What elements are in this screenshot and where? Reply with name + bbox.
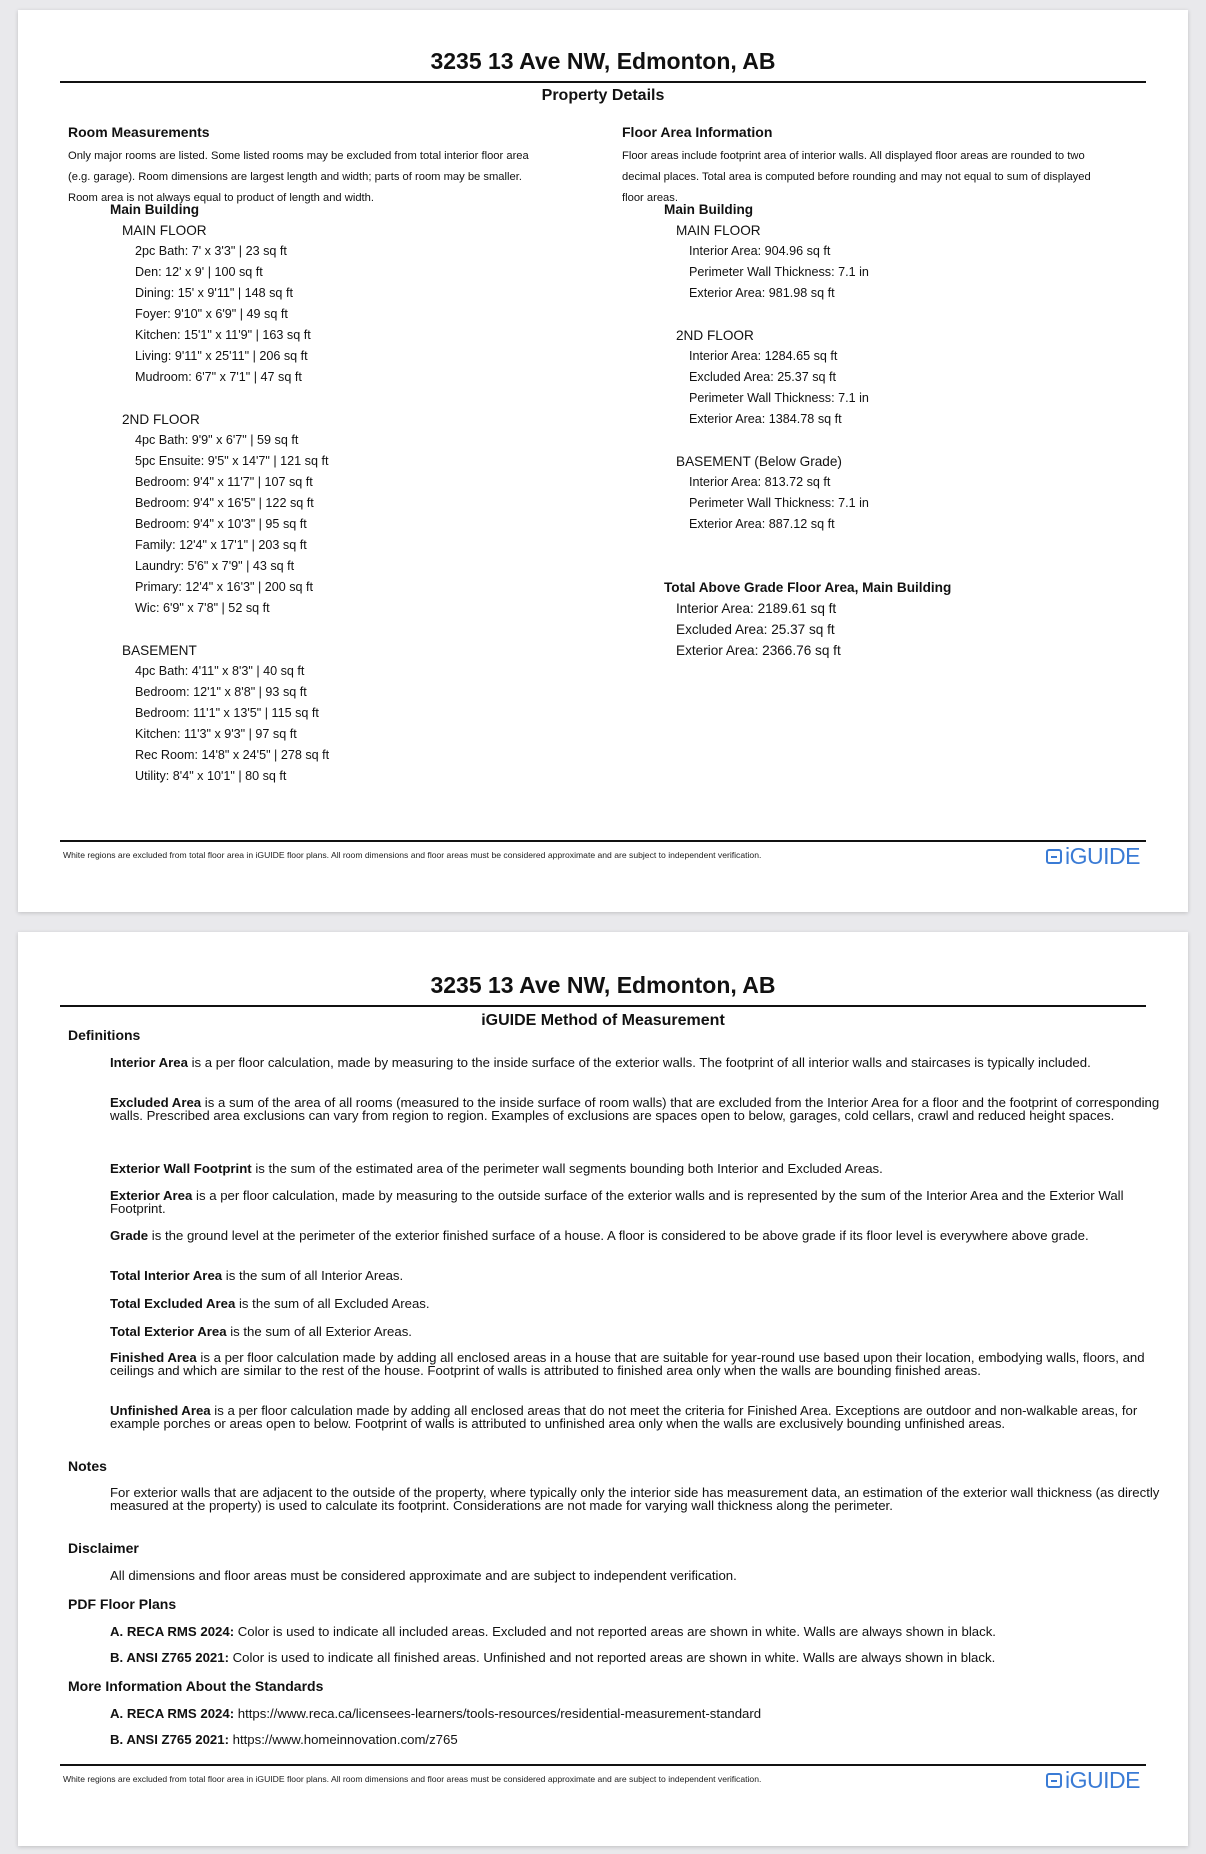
- room-measurements-section: [68, 124, 598, 209]
- definition-total-exterior-area: Total Exterior Area is the sum of all Exterior Areas.: [110, 1324, 412, 1339]
- definition-grade: Grade is the ground level at the perimeter of the exterior finished surface of a house. A floor is considered to be above grade if its floor level is everywhere above grade.: [110, 1228, 1089, 1243]
- iguide-logo-icon: [1046, 849, 1062, 864]
- note-line: Only major rooms are listed. Some listed rooms may be excluded from total interior floor area: [68, 150, 529, 162]
- room-item: Bedroom: 9'4" x 10'3" | 95 sq ft: [135, 517, 307, 531]
- pdf-item-ansi: B. ANSI Z765 2021: Color is used to indicate all finished areas. Unfinished and not reported areas are shown in white. Walls are always shown in black.: [110, 1650, 996, 1665]
- room-item: Bedroom: 11'1" x 13'5" | 115 sq ft: [135, 706, 319, 720]
- floor-area-section: [622, 124, 1182, 209]
- total-area-item: Excluded Area: 25.37 sq ft: [676, 622, 835, 637]
- room-item: Wic: 6'9" x 7'8" | 52 sq ft: [135, 601, 270, 615]
- area-item: Interior Area: 813.72 sq ft: [689, 475, 831, 489]
- definition-total-interior-area: Total Interior Area is the sum of all Interior Areas.: [110, 1268, 404, 1283]
- building-label: Main Building: [110, 202, 200, 217]
- room-measurements-heading: Room Measurements: [68, 124, 210, 140]
- footer-rule: [60, 840, 1146, 842]
- room-item: Utility: 8'4" x 10'1" | 80 sq ft: [135, 769, 287, 783]
- room-item: Dining: 15' x 9'11" | 148 sq ft: [135, 286, 293, 300]
- pdf-item-reca: A. RECA RMS 2024: Color is used to indicate all included areas. Excluded and not reported areas are shown in white. Walls are always shown in black.: [110, 1624, 996, 1639]
- area-item: Interior Area: 904.96 sq ft: [689, 244, 831, 258]
- area-item: Exterior Area: 887.12 sq ft: [689, 517, 835, 531]
- room-item: Laundry: 5'6" x 7'9" | 43 sq ft: [135, 559, 295, 573]
- area-item: Perimeter Wall Thickness: 7.1 in: [689, 265, 869, 279]
- definition-excluded-area: Excluded Area is a sum of the area of all rooms (measured to the inside surface of room walls) that are excluded from the Interior Area for a floor and the footprint of corresponding walls. Prescribed area exclusions can vary from region to region. Examples of exclusions are spaces open to below, garages, cold cellars, crawl and reduced height spaces.: [110, 1095, 1160, 1123]
- iguide-logo: [1046, 843, 1140, 870]
- spacer: [110, 619, 329, 640]
- definition-total-excluded-area: Total Excluded Area is the sum of all Excluded Areas.: [110, 1296, 430, 1311]
- note-line: Floor areas include footprint area of interior walls. All displayed floor areas are rounded to two: [622, 150, 1085, 162]
- floor-label: 2ND FLOOR: [122, 412, 200, 427]
- room-item: Bedroom: 9'4" x 11'7" | 107 sq ft: [135, 475, 313, 489]
- room-item: 2pc Bath: 7' x 3'3" | 23 sq ft: [135, 244, 287, 258]
- disclaimer-text: All dimensions and floor areas must be considered approximate and are subject to independent verification.: [110, 1568, 737, 1583]
- room-item: Mudroom: 6'7" x 7'1" | 47 sq ft: [135, 370, 302, 384]
- floor-label: MAIN FLOOR: [122, 223, 207, 238]
- definition-finished-area: Finished Area is a per floor calculation made by adding all enclosed areas in a house that are suitable for year-round use based upon their location, embodying walls, floors, and ceilings and which are similar to the rest of the house. Footprint of walls is attributed to finished area only when the walls are bounding finished areas.: [110, 1350, 1145, 1378]
- definition-interior-area: Interior Area is a per floor calculation, made by measuring to the inside surface of the exterior walls. The footprint of all interior walls and staircases is typically included.: [110, 1055, 1091, 1070]
- room-item: Primary: 12'4" x 16'3" | 200 sq ft: [135, 580, 314, 594]
- footer-disclaimer: White regions are excluded from total floor area in iGUIDE floor plans. All room dimensions and floor areas must be considered approximate and are subject to independent verification.: [63, 850, 762, 860]
- floor-label: 2ND FLOOR: [676, 328, 754, 343]
- page-title: 3235 13 Ave NW, Edmonton, AB: [430, 972, 776, 998]
- pdf-floor-plans-heading: PDF Floor Plans: [68, 1596, 177, 1612]
- page-title: 3235 13 Ave NW, Edmonton, AB: [430, 48, 776, 74]
- title-rule: [60, 81, 1146, 83]
- room-item: Kitchen: 15'1" x 11'9" | 163 sq ft: [135, 328, 311, 342]
- title-rule: [60, 1005, 1146, 1007]
- room-item: 4pc Bath: 4'11" x 8'3" | 40 sq ft: [135, 664, 305, 678]
- spacer: [664, 556, 951, 577]
- measurement-method-page: [18, 932, 1188, 1846]
- floor-label: BASEMENT (Below Grade): [676, 454, 842, 469]
- page-subtitle: Property Details: [541, 87, 665, 104]
- disclaimer-heading: Disclaimer: [68, 1540, 139, 1556]
- definition-exterior-area: Exterior Area is a per floor calculation, made by measuring to the outside surface of the exterior walls and is represented by the sum of the Interior Area and the Exterior Wall Footprint.: [110, 1188, 1124, 1216]
- room-item: 4pc Bath: 9'9" x 6'7" | 59 sq ft: [135, 433, 299, 447]
- area-item: Perimeter Wall Thickness: 7.1 in: [689, 496, 869, 510]
- definitions-heading: Definitions: [68, 1027, 141, 1043]
- note-line: Room area is not always equal to product of length and width.: [68, 192, 374, 204]
- total-area-item: Interior Area: 2189.61 sq ft: [676, 601, 837, 616]
- definition-unfinished-area: Unfinished Area is a per floor calculation made by adding all enclosed areas that do not meet the criteria for Finished Area. Exceptions are outdoor and non-walkable areas, for example porches or areas open to below. Footprint of walls is attributed to unfinished area only when the walls are exclusively bounding unfinished areas.: [110, 1403, 1138, 1431]
- total-area-item: Exterior Area: 2366.76 sq ft: [676, 643, 841, 658]
- notes-text: For exterior walls that are adjacent to the outside of the property, where typically only the interior side has measurement data, an estimation of the exterior wall thickness (as directly measured at the property) is used to calculate its footprint. Considerations are not made for varying wall thickness along the perimeter.: [110, 1485, 1160, 1513]
- room-item: Living: 9'11" x 25'11" | 206 sq ft: [135, 349, 308, 363]
- more-information-heading: More Information About the Standards: [68, 1678, 324, 1694]
- spacer: [664, 430, 951, 451]
- standard-link-reca[interactable]: A. RECA RMS 2024: https://www.reca.ca/licensees-learners/tools-resources/residential-measurement-standard: [110, 1706, 762, 1721]
- floor-area-heading: Floor Area Information: [622, 124, 773, 140]
- iguide-logo-text: iGUIDE: [1065, 843, 1140, 869]
- iguide-logo: [1046, 1767, 1140, 1794]
- area-item: Excluded Area: 25.37 sq ft: [689, 370, 837, 384]
- room-item: Den: 12' x 9' | 100 sq ft: [135, 265, 263, 279]
- room-item: Rec Room: 14'8" x 24'5" | 278 sq ft: [135, 748, 330, 762]
- room-item: Foyer: 9'10" x 6'9" | 49 sq ft: [135, 307, 288, 321]
- footer-rule: [60, 1764, 1146, 1766]
- room-item: Bedroom: 12'1" x 8'8" | 93 sq ft: [135, 685, 307, 699]
- room-item: Kitchen: 11'3" x 9'3" | 97 sq ft: [135, 727, 297, 741]
- notes-heading: Notes: [68, 1458, 107, 1474]
- spacer: [110, 388, 329, 409]
- area-item: Interior Area: 1284.65 sq ft: [689, 349, 838, 363]
- property-details-page: [18, 10, 1188, 912]
- note-line: floor areas.: [622, 192, 678, 204]
- spacer: [664, 304, 951, 325]
- spacer: [664, 535, 951, 556]
- iguide-logo-text: iGUIDE: [1065, 1767, 1140, 1793]
- area-item: Exterior Area: 981.98 sq ft: [689, 286, 835, 300]
- definition-exterior-wall-footprint: Exterior Wall Footprint is the sum of the estimated area of the perimeter wall segments bounding both Interior and Excluded Areas.: [110, 1161, 883, 1176]
- total-area-label: Total Above Grade Floor Area, Main Building: [664, 580, 952, 595]
- area-item: Perimeter Wall Thickness: 7.1 in: [689, 391, 869, 405]
- page-subtitle: iGUIDE Method of Measurement: [481, 1012, 725, 1029]
- iguide-logo-icon: [1046, 1773, 1062, 1788]
- floor-area-list: [664, 199, 951, 661]
- note-line: decimal places. Total area is computed before rounding and may not equal to sum of displayed: [622, 171, 1091, 183]
- standard-link-ansi[interactable]: B. ANSI Z765 2021: https://www.homeinnovation.com/z765: [110, 1732, 458, 1747]
- floor-label: MAIN FLOOR: [676, 223, 761, 238]
- room-item: 5pc Ensuite: 9'5" x 14'7" | 121 sq ft: [135, 454, 329, 468]
- room-item: Bedroom: 9'4" x 16'5" | 122 sq ft: [135, 496, 314, 510]
- floor-label: BASEMENT: [122, 643, 197, 658]
- building-label: Main Building: [664, 202, 754, 217]
- footer-disclaimer: White regions are excluded from total floor area in iGUIDE floor plans. All room dimensions and floor areas must be considered approximate and are subject to independent verification.: [63, 1774, 762, 1784]
- area-item: Exterior Area: 1384.78 sq ft: [689, 412, 842, 426]
- note-line: (e.g. garage). Room dimensions are largest length and width; parts of room may be smaller.: [68, 171, 522, 183]
- room-list: [110, 199, 329, 787]
- room-item: Family: 12'4" x 17'1" | 203 sq ft: [135, 538, 307, 552]
